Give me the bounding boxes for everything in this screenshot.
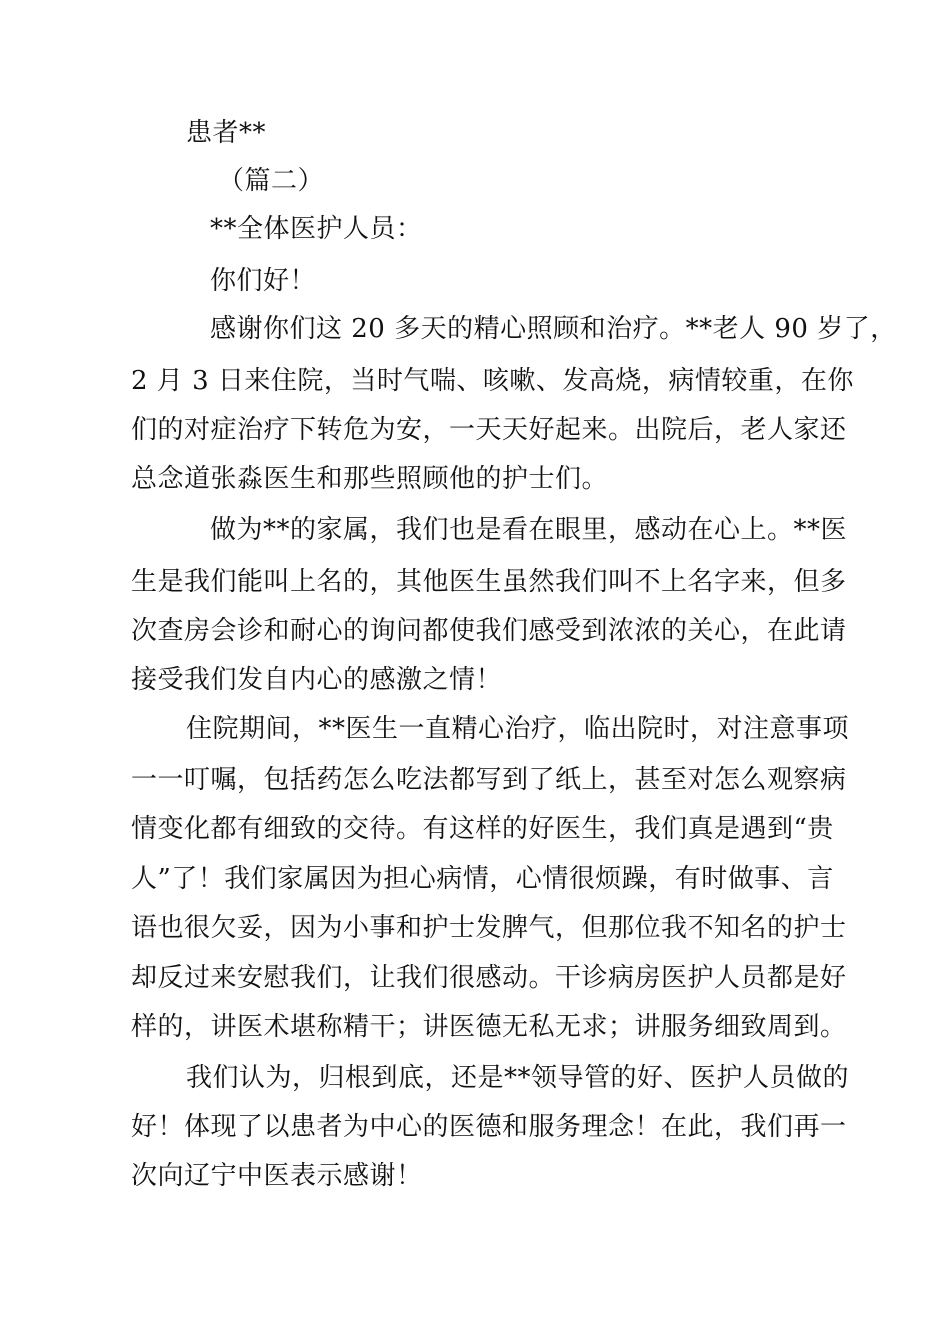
paragraph-line: 做为**的家属，我们也是看在眼里，感动在心上。**医 <box>210 515 848 545</box>
paragraph-line: 好！体现了以患者为中心的医德和服务理念！在此，我们再一 <box>131 1112 847 1142</box>
paragraph-line: 们的对症治疗下转危为安，一天天好起来。出院后，老人家还 <box>131 415 847 445</box>
paragraph-line: 2 月 3 日来住院，当时气喘、咳嗽、发高烧，病情较重，在你 <box>131 366 854 396</box>
paragraph-line: 人”了！我们家属因为担心病情，心情很烦躁，有时做事、言 <box>131 864 834 894</box>
paragraph-line: 却反过来安慰我们，让我们很感动。干诊病房医护人员都是好 <box>131 963 847 993</box>
paragraph-line: 一一叮嘱，包括药怎么吃法都写到了纸上，甚至对怎么观察病 <box>131 765 847 795</box>
paragraph-line: 语也很欠妥，因为小事和护士发脾气，但那位我不知名的护士 <box>131 913 847 943</box>
paragraph-line: 总念道张淼医生和那些照顾他的护士们。 <box>131 464 609 494</box>
signature-line: 患者** <box>186 118 267 148</box>
paragraph-line: 情变化都有细致的交待。有这样的好医生，我们真是遇到“贵 <box>131 814 834 844</box>
paragraph-line: 感谢你们这 20 多天的精心照顾和治疗。**老人 90 岁了， <box>210 314 897 344</box>
paragraph-line: 次查房会诊和耐心的询问都使我们感受到浓浓的关心，在此请 <box>131 616 847 646</box>
paragraph-line: 接受我们发自内心的感激之情！ <box>131 665 503 695</box>
paragraph-line: 我们认为，归根到底，还是**领导管的好、医护人员做的 <box>186 1063 850 1093</box>
paragraph-line: 住院期间，**医生一直精心治疗，临出院时，对注意事项 <box>186 714 850 744</box>
paragraph-line: 生是我们能叫上名的，其他医生虽然我们叫不上名字来，但多 <box>131 567 847 597</box>
section-heading: （篇二） <box>218 166 325 196</box>
paragraph-line: 样的，讲医术堪称精干；讲医德无私无求；讲服务细致周到。 <box>131 1012 847 1042</box>
paragraph-line: 次向辽宁中医表示感谢！ <box>131 1161 423 1191</box>
salutation: **全体医护人员： <box>210 214 423 244</box>
greeting: 你们好！ <box>210 266 317 296</box>
